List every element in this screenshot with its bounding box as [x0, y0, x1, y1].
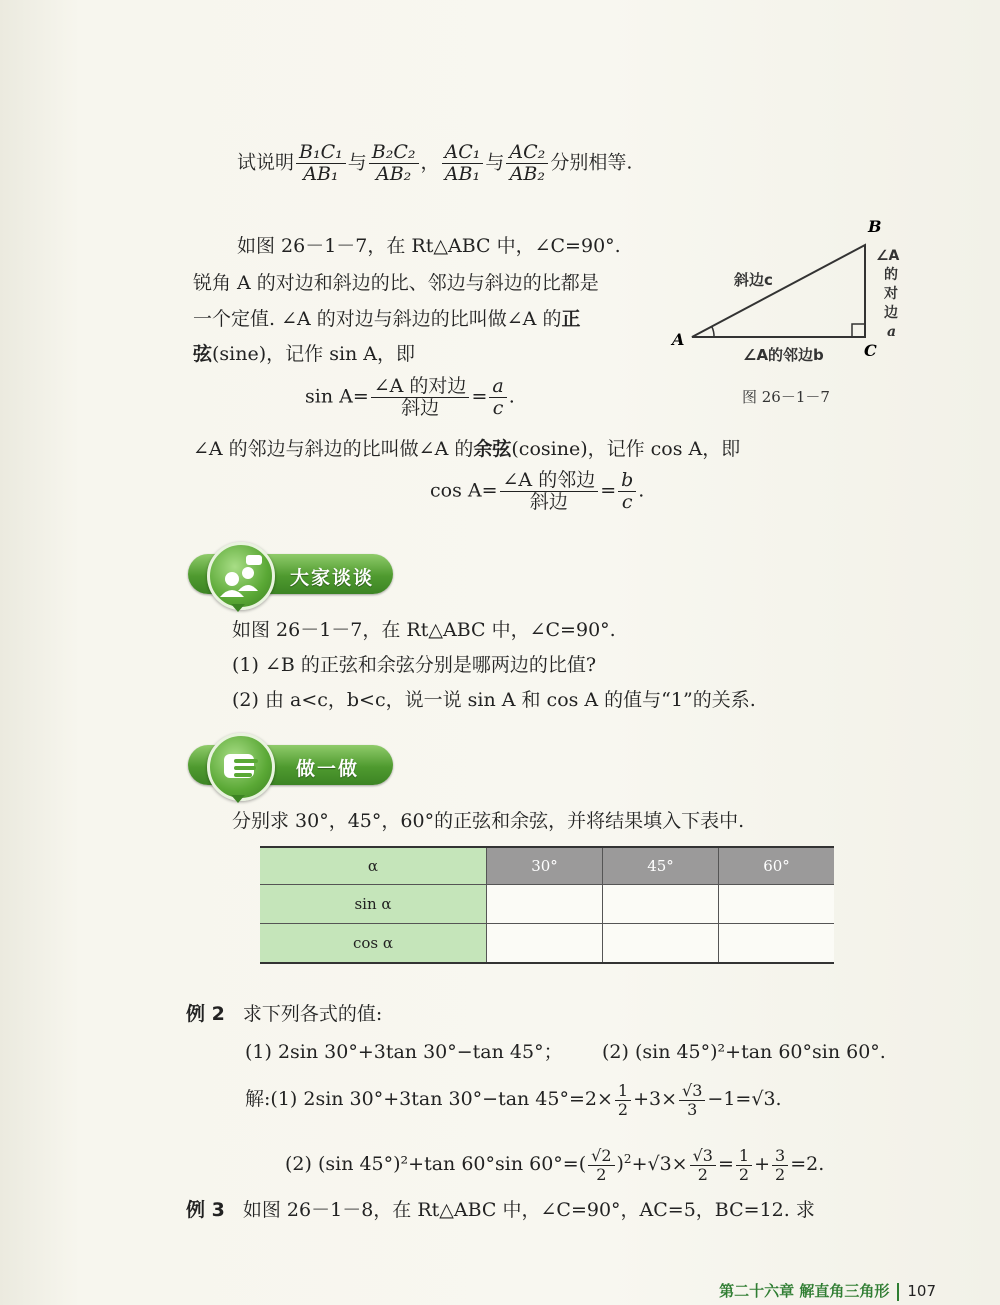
table-cell[interactable] — [719, 924, 835, 964]
chapter-title: 第二十六章 解直角三角形 — [719, 1282, 890, 1300]
example2-title: 求下列各式的值: — [242, 1003, 383, 1025]
vertex-c-label: C — [864, 341, 877, 360]
table-row-label-sin: sin α — [260, 885, 487, 924]
example2-solution-1: 解:(1) 2sin 30°+3tan 30°−tan 45°=2× $\frac{1}{2}$ +3× $\frac{√3}{3}$ −1=√3. — [245, 1081, 782, 1119]
cos-formula: cos A= $\frac{\text{∠A 的邻边}}{\text{斜边}}$ = $\frac{b}{c}$ . — [430, 469, 645, 513]
discussion-line-3: (2) 由 a<c，b<c，说一说 sin A 和 cos A 的值与“1”的关系. — [232, 689, 756, 711]
vertex-b-label: B — [868, 217, 882, 236]
hand-icon — [207, 733, 275, 801]
table-cell[interactable] — [487, 885, 603, 924]
table-cell[interactable] — [487, 924, 603, 964]
example3-text: 如图 26－1－8，在 Rt△ABC 中，∠C=90°，AC=5，BC=12. 求 — [242, 1199, 815, 1221]
adjacent-label: ∠A的邻边b — [743, 346, 824, 364]
example2-q1: (1) 2sin 30°+3tan 30°−tan 45°； — [245, 1041, 563, 1063]
table-row — [260, 924, 834, 964]
example2-solution-2: (2) (sin 45°)²+tan 60°sin 60°=( $\frac{√2}{2}$ )$^2$+√3× $\frac{√3}{2}$ = $\frac{1}{2}$ + $\frac{3}{2}$ =2. — [285, 1146, 825, 1184]
opposite-label-5: a — [887, 324, 897, 340]
footer-divider — [897, 1283, 899, 1301]
example3-line — [186, 1199, 815, 1222]
example2-label: 例 2 — [186, 1003, 225, 1025]
table-header-alpha: α — [260, 847, 487, 885]
sin-formula: sin A= $\frac{\text{∠A 的对边}}{\text{斜边}}$ = $\frac{a}{c}$ . — [305, 375, 515, 419]
page-number: 107 — [907, 1282, 936, 1300]
opposite-label-4: 边 — [884, 305, 898, 321]
discussion-pointer — [231, 604, 245, 612]
definition-line-3: 一个定值. ∠A 的对边与斜边的比叫做∠A 的正 — [193, 308, 581, 330]
table-header-45: 45° — [603, 847, 719, 885]
discussion-title: 大家谈谈 — [290, 567, 375, 589]
table-header-30: 30° — [487, 847, 603, 885]
solution-label: 解: — [245, 1088, 271, 1111]
term-sine: 正 — [561, 308, 581, 330]
discussion-icon — [207, 542, 275, 610]
table-cell[interactable] — [603, 885, 719, 924]
activity-line-1: 分别求 30°，45°，60°的正弦和余弦，并将结果填入下表中. — [232, 810, 745, 832]
term-cosine: 余弦 — [473, 438, 512, 460]
page-footer — [719, 1280, 936, 1301]
angle-a-arc — [712, 327, 714, 337]
table-header-60: 60° — [719, 847, 835, 885]
table-cell[interactable] — [603, 924, 719, 964]
discussion-line-2: (1) ∠B 的正弦和余弦分别是哪两边的比值? — [232, 654, 597, 676]
intro-line: 试说明 $\frac{\text{B₁C₁}}{\text{AB₁}}$ 与 $\frac{\text{B₂C₂}}{\text{AB₂}}$ ， $\frac{\text{AC₁}}{\text{AB₁}}$ 与 $\frac{\text{AC₂}}{\text{AB₂}}$ 分别相等. — [237, 141, 633, 185]
trig-table — [260, 846, 834, 964]
triangle-figure — [670, 215, 920, 415]
definition-line-4: 弦(sine)，记作 sin A，即 — [193, 343, 416, 365]
activity-title: 做一做 — [296, 758, 360, 780]
table-row-label-cos: cos α — [260, 924, 487, 964]
example2-q2: (2) (sin 45°)²+tan 60°sin 60°. — [602, 1041, 886, 1063]
table-cell[interactable] — [719, 885, 835, 924]
opposite-label-1: ∠A — [876, 248, 900, 264]
definition-line-2: 锐角 A 的对边和斜边的比、邻边与斜边的比都是 — [193, 272, 599, 294]
table-row — [260, 885, 834, 924]
opposite-label-2: 的 — [884, 267, 898, 283]
hypotenuse-label: 斜边c — [734, 271, 773, 289]
triangle-shape — [692, 245, 865, 337]
cosine-definition-line: ∠A 的邻边与斜边的比叫做∠A 的余弦(cosine)，记作 cos A，即 — [193, 438, 741, 460]
discussion-line-1: 如图 26－1－7，在 Rt△ABC 中，∠C=90°. — [232, 619, 616, 641]
opposite-label-3: 对 — [884, 286, 898, 302]
definition-line-1: 如图 26－1－7，在 Rt△ABC 中，∠C=90°. — [237, 235, 621, 257]
example3-label: 例 3 — [186, 1199, 225, 1221]
figure-caption: 图 26－1－7 — [742, 388, 830, 406]
example2-heading — [186, 1003, 382, 1026]
right-angle-mark — [852, 324, 865, 337]
table-header-row — [260, 847, 834, 885]
activity-pointer — [231, 795, 245, 803]
vertex-a-label: A — [672, 330, 685, 349]
